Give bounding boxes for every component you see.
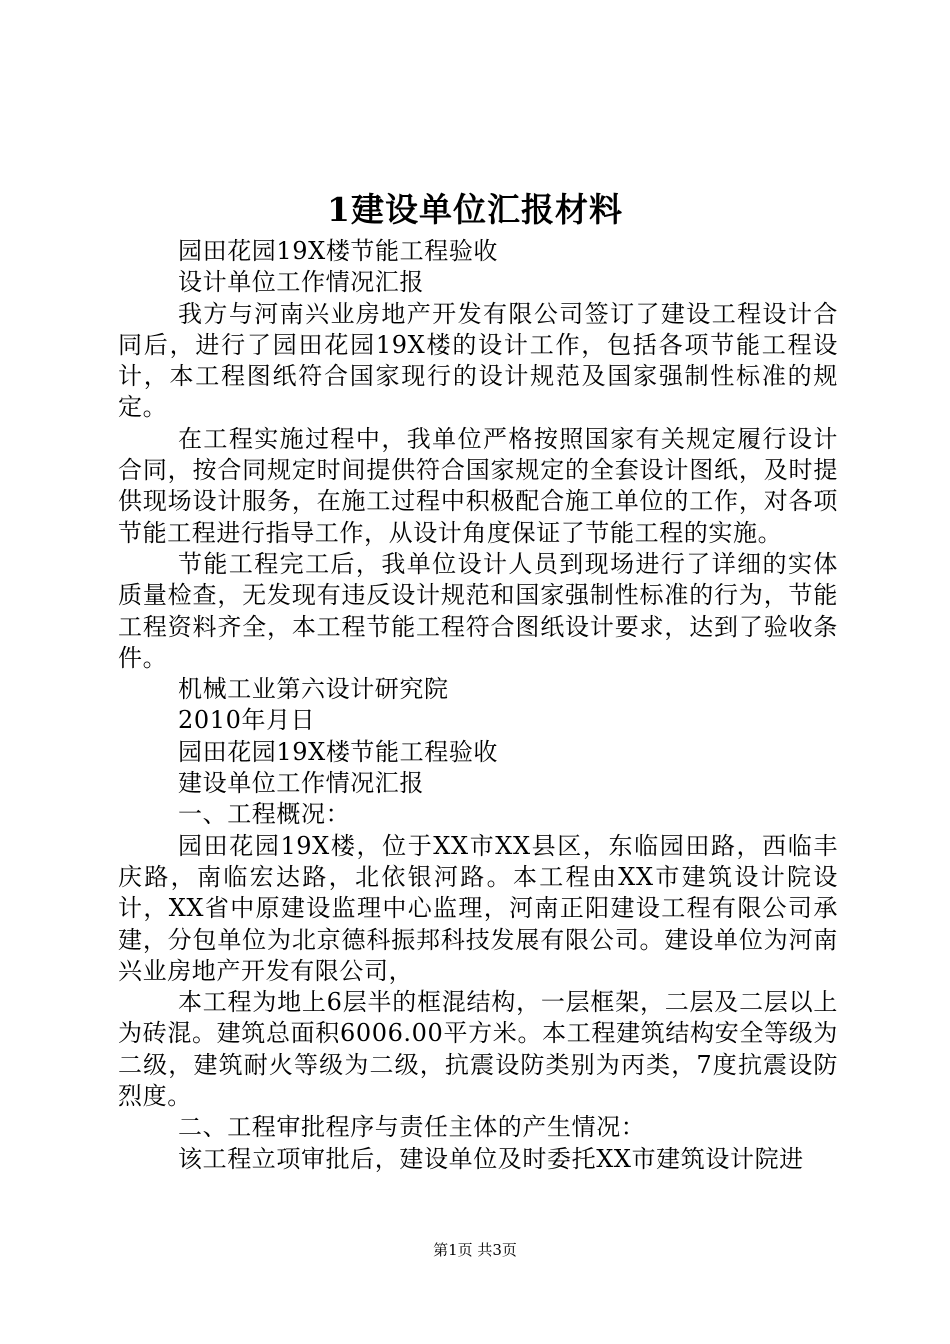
paragraph: 本工程为地上6层半的框混结构，一层框架，二层及二层以上为砖混。建筑总面积6006.00平方米。本工程建筑结构安全等级为二级，建筑耐火等级为二级，抗震设防类别为丙类，7度抗震设防烈度。 <box>118 988 838 1111</box>
paragraph: 园田花园19X楼，位于XX市XX县区，东临园田路，西临丰庆路，南临宏达路，北依银河路。本工程由XX市建筑设计院设计，XX省中原建设监理中心监理，河南正阳建设工程有限公司承建，分包单位为北京德科振邦科技发展有限公司。建设单位为河南兴业房地产开发有限公司， <box>118 831 838 985</box>
paragraph: 园田花园19X楼节能工程验收 <box>178 237 499 265</box>
section-heading: 二、工程审批程序与责任主体的产生情况： <box>178 1113 646 1142</box>
paragraph: 建设单位工作情况汇报 <box>178 769 424 798</box>
paragraph: 节能工程完工后，我单位设计人员到现场进行了详细的实体质量检查，无发现有违反设计规范和国家强制性标准的行为，节能工程资料齐全，本工程节能工程符合图纸设计要求，达到了验收条件。 <box>118 549 838 672</box>
paragraph: 我方与河南兴业房地产开发有限公司签订了建设工程设计合同后，进行了园田花园19X楼的设计工作，包括各项节能工程设计，本工程图纸符合国家现行的设计规范及国家强制性标准的规定。 <box>118 299 838 422</box>
page-footer: 第1页 共3页 <box>433 1241 517 1259</box>
paragraph: 该工程立项审批后，建设单位及时委托XX市建筑设计院进 <box>178 1144 804 1173</box>
signature-organization: 机械工业第六设计研究院 <box>178 675 449 704</box>
document-body <box>118 236 838 1175</box>
paragraph: 设计单位工作情况汇报 <box>178 268 424 297</box>
document-title: 1建设单位汇报材料 <box>327 190 623 229</box>
signature-date: 2010年月日 <box>178 706 316 735</box>
paragraph: 在工程实施过程中，我单位严格按照国家有关规定履行设计合同，按合同规定时间提供符合国家规定的全套设计图纸，及时提供现场设计服务，在施工过程中积极配合施工单位的工作，对各项节能工程进行指导工作，从设计角度保证了节能工程的实施。 <box>118 424 838 547</box>
section-heading: 一、工程概况： <box>178 800 351 829</box>
paragraph: 园田花园19X楼节能工程验收 <box>178 737 499 766</box>
